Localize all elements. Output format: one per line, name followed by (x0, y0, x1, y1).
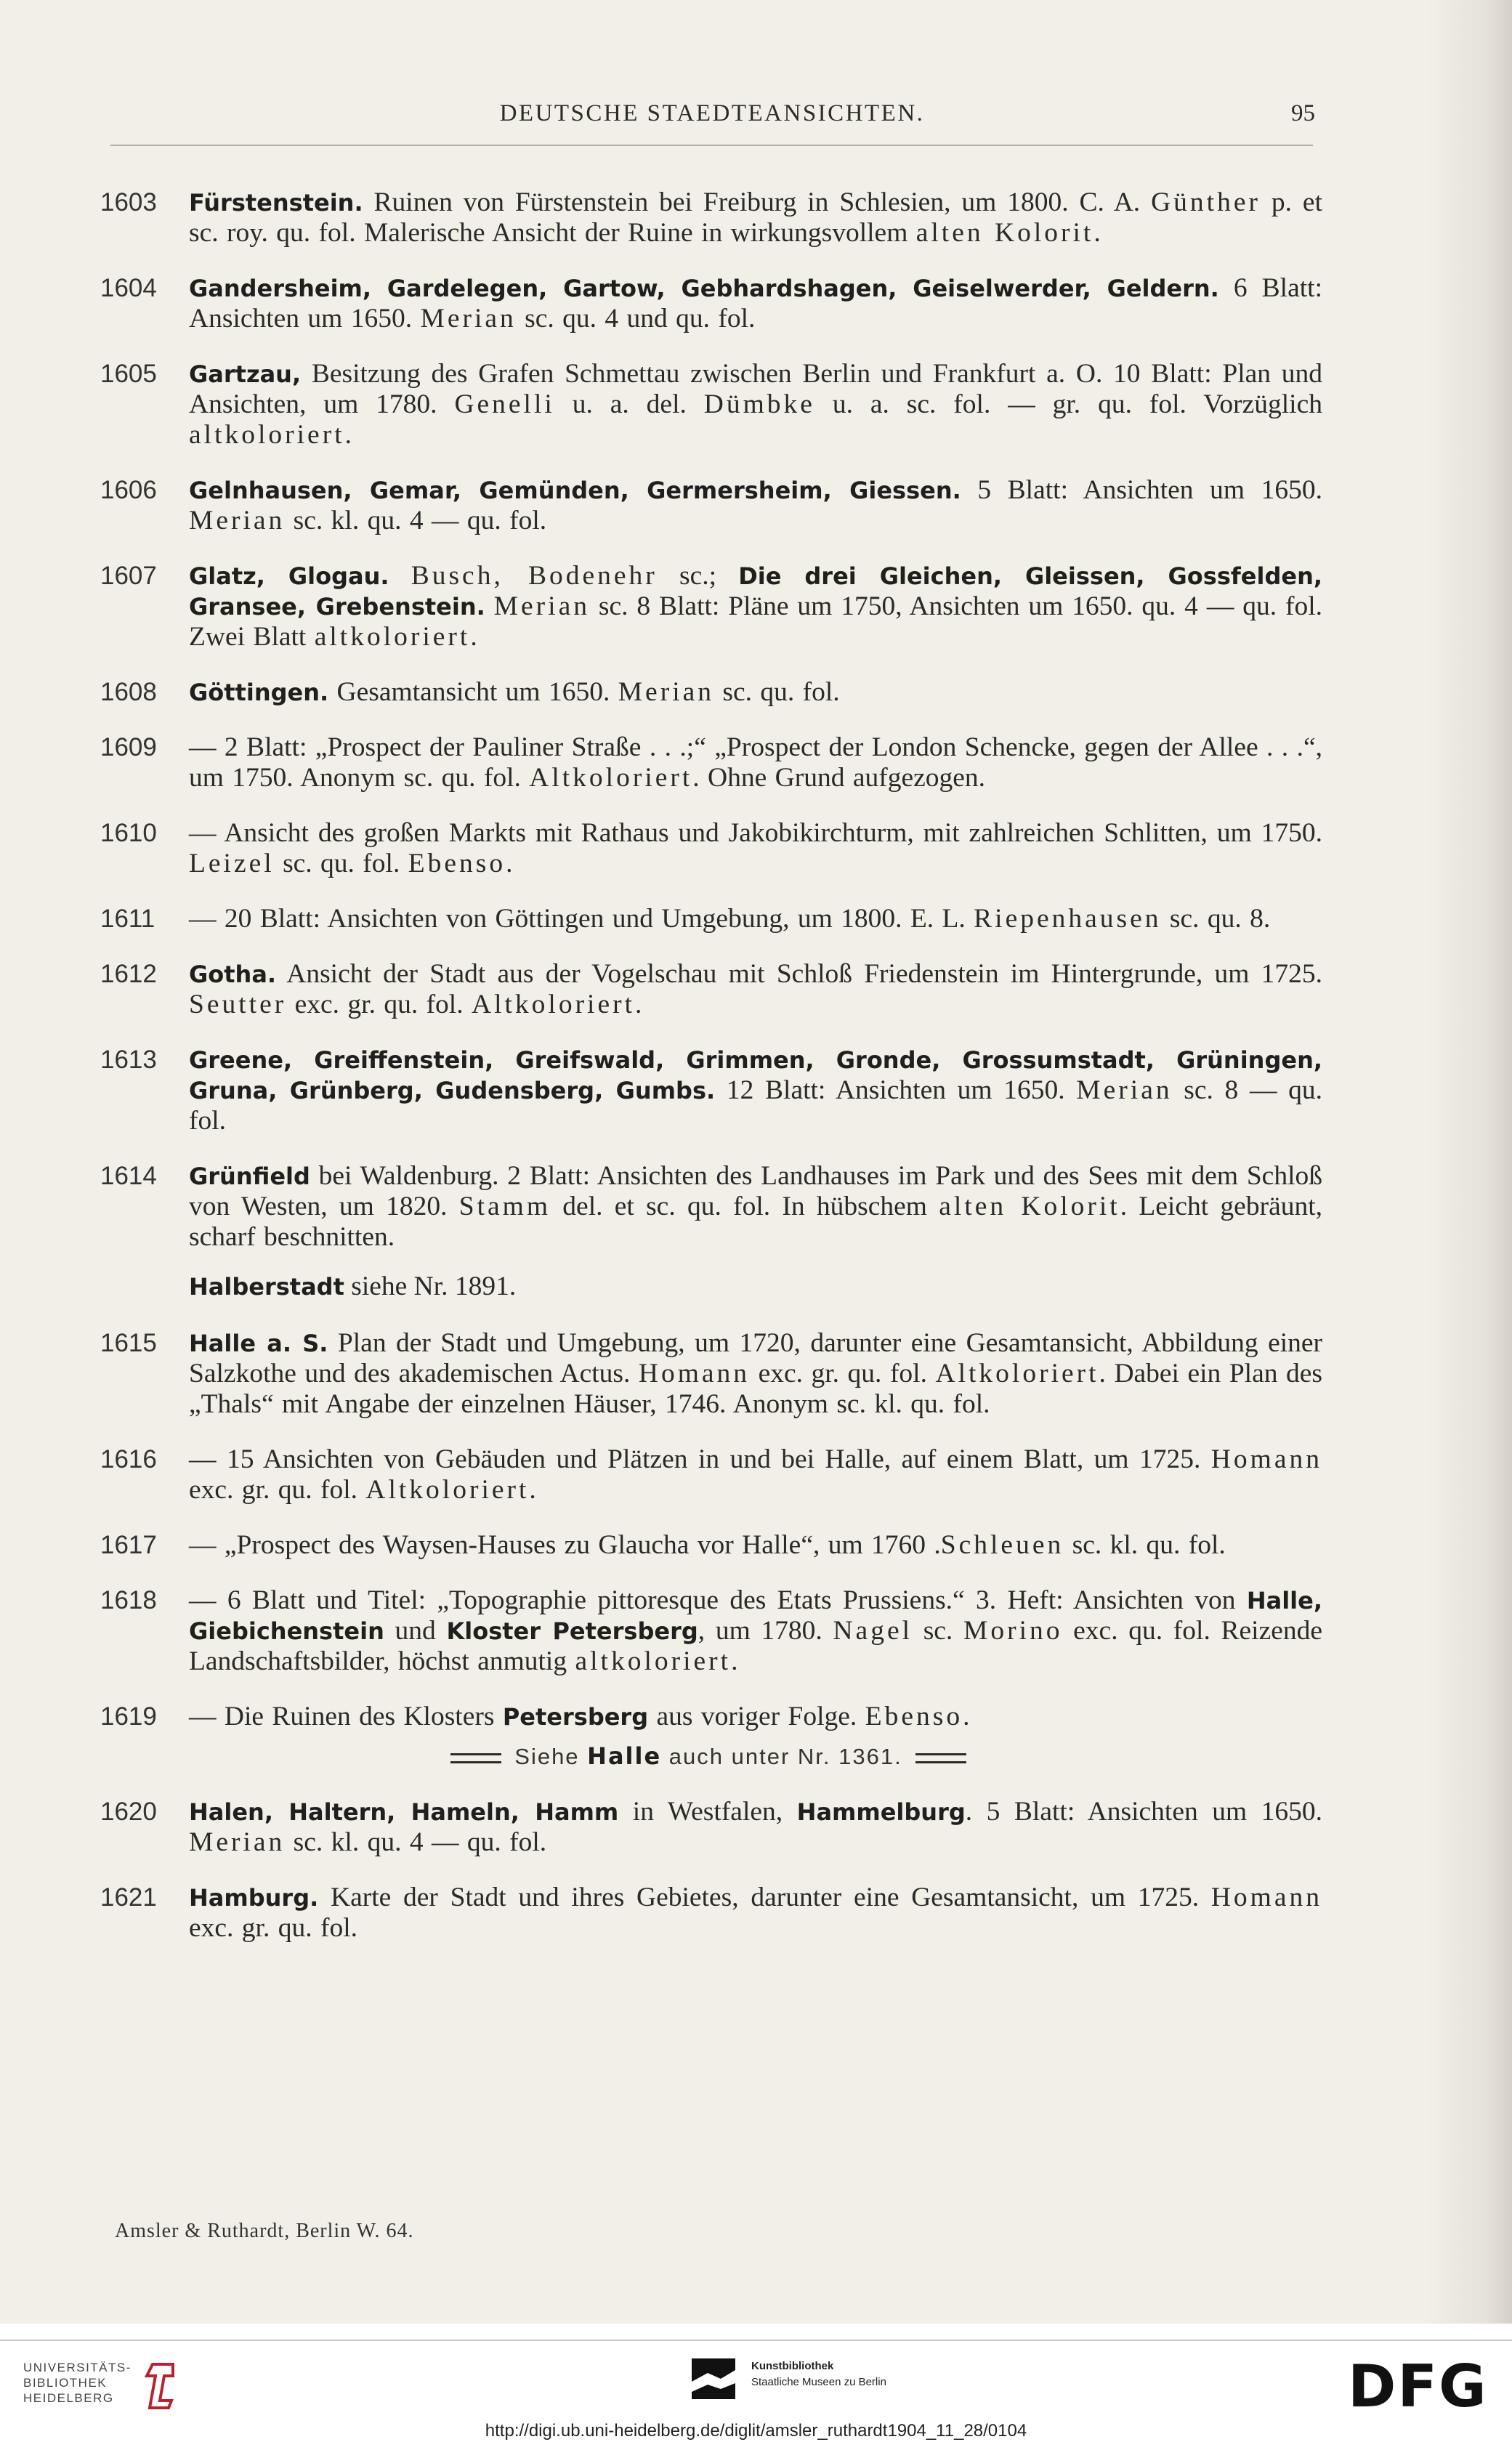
entry-text: bei Waldenburg. 2 Blatt: Ansichten des Landhauses im Park und des Sees mit dem Schloß von Westen, um 1820. (189, 1161, 1322, 1221)
entry-text: sc. kl. qu. 4 — qu. fol. (285, 1827, 547, 1857)
entry-place-name: Gandersheim, Gardelegen, Gartow, Gebhardshagen, Geiselwerder, Geldern. (189, 275, 1219, 302)
entry-spaced-term: Günther (1151, 187, 1261, 217)
catalogue-entry (94, 904, 1322, 934)
entry-place-name: Glatz, Glogau. (189, 562, 389, 590)
entry-text: sc. kl. qu. fol. (1064, 1530, 1226, 1560)
catalogue-entry (94, 273, 1322, 334)
entry-number: 1607 (100, 562, 157, 590)
entry-text: — „Prospect des Waysen-Hauses zu Glaucha vor Halle“, um 1760 . (189, 1530, 941, 1560)
entry-text: sc. qu. fol. (274, 849, 408, 878)
printer-imprint: Amsler & Ruthardt, Berlin W. 64. (115, 2220, 414, 2242)
entry-text: 5 Blatt: Ansichten um 1650. (961, 475, 1322, 505)
entry-text: aus voriger Folge. (648, 1702, 865, 1731)
entry-text: sc.; (657, 561, 739, 591)
entry-text: . Leicht gebräunt, scharf beschnitten. (189, 1192, 1323, 1252)
running-title: DEUTSCHE STAEDTEANSICHTEN. (499, 100, 925, 126)
kunstbibliothek-text (751, 2358, 886, 2390)
entry-text: . (731, 1646, 738, 1676)
catalogue-entry (94, 1444, 1322, 1505)
entry-place-name: Gelnhausen, Gemar, Gemünden, Germersheim, Giessen. (189, 477, 961, 504)
entry-number: 1606 (100, 476, 157, 504)
entry-spaced-term: alten Kolorit (939, 1192, 1120, 1221)
entry-text: u. a. del. (554, 389, 704, 419)
catalogue-entry (94, 1045, 1322, 1136)
entry-text: u. a. sc. fol. — gr. qu. fol. Vorzüglich (814, 389, 1322, 419)
dfg-logo[interactable]: DFG (1348, 2353, 1488, 2420)
entry-text: 12 Blatt: Ansichten um 1650. (715, 1075, 1077, 1105)
notice-rule-right (915, 1753, 966, 1763)
university-library-name (23, 2360, 132, 2406)
entry-number: 1614 (100, 1162, 157, 1190)
entry-text: Ansicht der Stadt aus der Vogelschau mit Schloß Friedenstein im Hintergrunde, um 1725. (276, 959, 1322, 989)
notice-prefix: Siehe (514, 1744, 588, 1769)
header-rule (110, 145, 1313, 146)
catalogue-entries (94, 187, 1322, 1968)
entry-text: p. et sc. roy. qu. fol. Malerische Ansicht der Ruine in wirkungsvollem (189, 187, 1322, 248)
catalogue-entry (94, 359, 1322, 450)
entry-text: — 2 Blatt: „Prospect der Pauliner Straße . . .;“ „Prospect der London Schencke, gegen der Allee . . .“, um 1750. Anonym sc. qu. fol. (189, 732, 1322, 793)
entry-spaced-term: Seutter (189, 990, 287, 1019)
entry-number: 1612 (100, 960, 157, 988)
entry-text: Ruinen von Fürstenstein bei Freiburg in Schlesien, um 1800. C. A. (363, 187, 1152, 217)
entry-spaced-term: altkoloriert (314, 622, 471, 652)
entry-place-name: Grünfield (189, 1163, 310, 1190)
notice-name: Halle (587, 1742, 662, 1770)
entry-number: 1615 (100, 1329, 157, 1357)
entry-text: . (963, 1702, 970, 1731)
entry-spaced-term: Merian (189, 1827, 286, 1857)
entry-spaced-term: Nagel (833, 1616, 913, 1646)
entry-text: exc. gr. qu. fol. (286, 990, 472, 1019)
entry-text: sc. qu. fol. (714, 677, 840, 707)
catalogue-entry (94, 1585, 1322, 1677)
catalogue-entry (94, 1883, 1322, 1944)
catalogue-entry (94, 187, 1322, 248)
entry-text: sc. kl. qu. 4 — qu. fol. (285, 506, 547, 535)
entry-text: , um 1780. (698, 1616, 833, 1646)
entry-text: . 5 Blatt: Ansichten um 1650. (965, 1797, 1323, 1827)
university-seal-icon (140, 2360, 183, 2414)
notice-rule-left (450, 1753, 501, 1763)
entry-spaced-term: alten Kolorit (915, 218, 1094, 248)
catalogue-entry (94, 677, 1322, 708)
entry-place-name: Hammelburg (796, 1798, 966, 1826)
entry-spaced-term: Altkoloriert (471, 990, 636, 1019)
entry-number: 1605 (100, 360, 157, 388)
catalogue-entry (94, 1161, 1322, 1253)
entry-place-name: Göttingen. (189, 679, 329, 706)
entry-number: 1618 (100, 1586, 157, 1614)
entry-spaced-term: altkoloriert (575, 1646, 732, 1676)
entry-number: 1610 (100, 819, 157, 847)
entry-place-name: Hamburg. (189, 1884, 319, 1912)
entry-text (389, 561, 411, 591)
entry-spaced-term: Homann (1210, 1444, 1322, 1474)
footer-divider (0, 2340, 1512, 2341)
cross-reference (94, 1272, 1322, 1302)
entry-text: . Ohne Grund aufgezogen. (692, 763, 986, 793)
entry-text: Besitzung des Grafen Schmettau zwischen Berlin und Frankfurt a. O. 10 Blatt: Plan und Ansichten, um 1780. (189, 359, 1322, 419)
university-line: BIBLIOTHEK (23, 2376, 108, 2390)
catalogue-entry (94, 475, 1322, 536)
entry-text: Plan der Stadt und Umgebung, um 1720, darunter eine Gesamtansicht, Abbildung einer Salzkothe und des akademischen Actus. (189, 1328, 1323, 1388)
entry-place-name: Kloster Petersberg (446, 1617, 698, 1645)
entry-spaced-term: Ebenso (865, 1702, 963, 1731)
entry-text: sc. qu. 4 und qu. fol. (516, 304, 756, 333)
entry-text: und (384, 1616, 447, 1646)
entry-text: in Westfalen, (618, 1797, 797, 1827)
entry-text: . (344, 420, 352, 450)
entry-text: . (470, 622, 477, 652)
entry-text: . (1093, 218, 1101, 248)
catalogue-entry (94, 1328, 1322, 1420)
entry-number: 1621 (100, 1883, 157, 1912)
entry-number: 1608 (100, 678, 157, 706)
entry-group-1 (94, 187, 1322, 1253)
entry-number: 1617 (100, 1531, 157, 1559)
entry-text: — 15 Ansichten von Gebäuden und Plätzen in und bei Halle, auf einem Blatt, um 1725. (189, 1444, 1211, 1474)
entry-number: 1603 (100, 188, 157, 217)
entry-place-name: Halle, Giebichenstein (189, 1587, 1322, 1645)
entry-spaced-term: Homann (638, 1359, 751, 1388)
entry-number: 1613 (100, 1046, 157, 1074)
entry-number: 1619 (100, 1702, 157, 1731)
entry-text: exc. qu. fol. Reizende Landschaftsbilder, höchst anmutig (189, 1616, 1323, 1676)
entry-place-name: Die drei Gleichen, Gleissen, Gossfelden, Gransee, Grebenstein. (189, 562, 1323, 620)
entry-spaced-term: Merian (189, 506, 286, 535)
entry-text: sc. 8 — qu. fol. (189, 1075, 1323, 1136)
entry-number: 1616 (100, 1445, 157, 1473)
entry-text: . Dabei ein Plan des „Thals“ mit Angabe der einzelnen Häuser, 1746. Anonym sc. kl. qu. fol. (189, 1359, 1322, 1419)
entry-spaced-term: Ebenso (408, 849, 506, 878)
entry-spaced-term: Riepenhausen (974, 904, 1162, 934)
entry-spaced-term: Merian (420, 304, 517, 333)
entry-text: exc. gr. qu. fol. (189, 1475, 366, 1505)
entry-text: — Ansicht des großen Markts mit Rathaus und Jakobikirchturm, mit zahlreichen Schlitten, um 1750. (189, 818, 1322, 848)
entry-text: Karte der Stadt und ihres Gebietes, darunter eine Gesamtansicht, um 1725. (318, 1883, 1211, 1912)
entry-spaced-term: altkoloriert (189, 420, 345, 450)
permalink-url[interactable]: http://digi.ub.uni-heidelberg.de/diglit/amsler_ruthardt1904_11_28/0104 (485, 2421, 1027, 2441)
entry-spaced-term: Merian (1076, 1075, 1173, 1105)
university-line: UNIVERSITÄTS- (23, 2361, 132, 2374)
catalogue-entry (94, 561, 1322, 652)
entry-spaced-term: Altkoloriert (365, 1475, 530, 1505)
see-also-notice (94, 1741, 1322, 1772)
entry-text: sc. qu. 8. (1161, 904, 1271, 934)
kb-title: Kunstbibliothek (751, 2360, 834, 2372)
entry-spaced-term: Homann (1210, 1883, 1322, 1912)
entry-spaced-term: Busch, Bodenehr (411, 561, 658, 591)
entry-text: del. et sc. qu. fol. In hübschem (551, 1192, 939, 1221)
entry-spaced-term: Altkoloriert (529, 763, 693, 793)
entry-number: 1609 (100, 733, 157, 761)
entry-spaced-term: Schleuen (940, 1530, 1064, 1560)
entry-place-name: Greene, Greiffenstein, Greifswald, Grimmen, Gronde, Grossumstadt, Grüningen, Gruna, Grünberg, Gudensberg, Gumbs. (189, 1046, 1322, 1104)
entry-group-2 (94, 1328, 1322, 1732)
page-number: 95 (1291, 100, 1315, 126)
entry-spaced-term: Merian (618, 677, 715, 707)
entry-place-name: Halen, Haltern, Hameln, Hamm (189, 1798, 619, 1826)
entry-spaced-term: Stamm (458, 1192, 551, 1221)
entry-place-name: Halle a. S. (189, 1330, 328, 1357)
page-edge-shadow (1425, 0, 1512, 2324)
entry-text: — 6 Blatt und Titel: „Topographie pittoresque des Etats Prussiens.“ 3. Heft: Ansichten von (189, 1585, 1247, 1615)
entry-text: exc. gr. qu. fol. (750, 1359, 936, 1388)
entry-spaced-term: Morino (963, 1616, 1063, 1646)
catalogue-entry (94, 818, 1322, 879)
entry-spaced-term: Genelli (454, 389, 555, 419)
page-header (109, 100, 1315, 137)
catalogue-entry (94, 1797, 1322, 1858)
cross-reference-name: Halberstadt (189, 1273, 344, 1301)
university-line: HEIDELBERG (23, 2391, 114, 2405)
catalogue-entry (94, 732, 1322, 793)
university-library-logo[interactable] (23, 2360, 190, 2418)
entry-place-name: Gotha. (189, 961, 277, 988)
kunstbibliothek-logo[interactable] (689, 2357, 921, 2415)
catalogue-entry (94, 1530, 1322, 1561)
entry-text: . (529, 1475, 536, 1505)
entry-text: exc. gr. qu. fol. (189, 1913, 357, 1943)
entry-text: sc. 8 Blatt: Pläne um 1750, Ansichten um 1650. qu. 4 — qu. fol. Zwei Blatt (189, 591, 1323, 652)
entry-text: Gesamtansicht um 1650. (328, 677, 618, 707)
catalogue-entry (94, 959, 1322, 1020)
entry-number: 1620 (100, 1798, 157, 1826)
entry-text: . (506, 849, 513, 878)
entry-text: . (635, 990, 642, 1019)
entry-number: 1611 (100, 905, 155, 933)
entry-place-name: Petersberg (502, 1703, 649, 1731)
kunstbibliothek-icon (689, 2357, 740, 2401)
entry-spaced-term: Altkoloriert (935, 1359, 1099, 1388)
entry-group-3 (94, 1797, 1322, 1944)
entry-text: — Die Ruinen des Klosters (189, 1702, 503, 1731)
notice-suffix: auch unter Nr. 1361. (661, 1744, 902, 1769)
entry-number: 1604 (100, 274, 157, 302)
entry-place-name: Gartzau, (189, 360, 302, 388)
entry-spaced-term: Dümbke (703, 389, 815, 419)
entry-text (485, 591, 494, 621)
entry-text: sc. (913, 1616, 963, 1646)
kb-subtitle: Staatliche Museen zu Berlin (751, 2376, 886, 2388)
cross-reference-text: siehe Nr. 1891. (344, 1272, 517, 1301)
catalogue-entry (94, 1702, 1322, 1732)
entry-spaced-term: Merian (493, 591, 590, 621)
entry-place-name: Fürstenstein. (189, 189, 363, 217)
entry-spaced-term: Leizel (189, 849, 275, 878)
entry-text: — 20 Blatt: Ansichten von Göttingen und Umgebung, um 1800. E. L. (189, 904, 974, 934)
entry-text: 6 Blatt: Ansichten um 1650. (189, 273, 1323, 333)
